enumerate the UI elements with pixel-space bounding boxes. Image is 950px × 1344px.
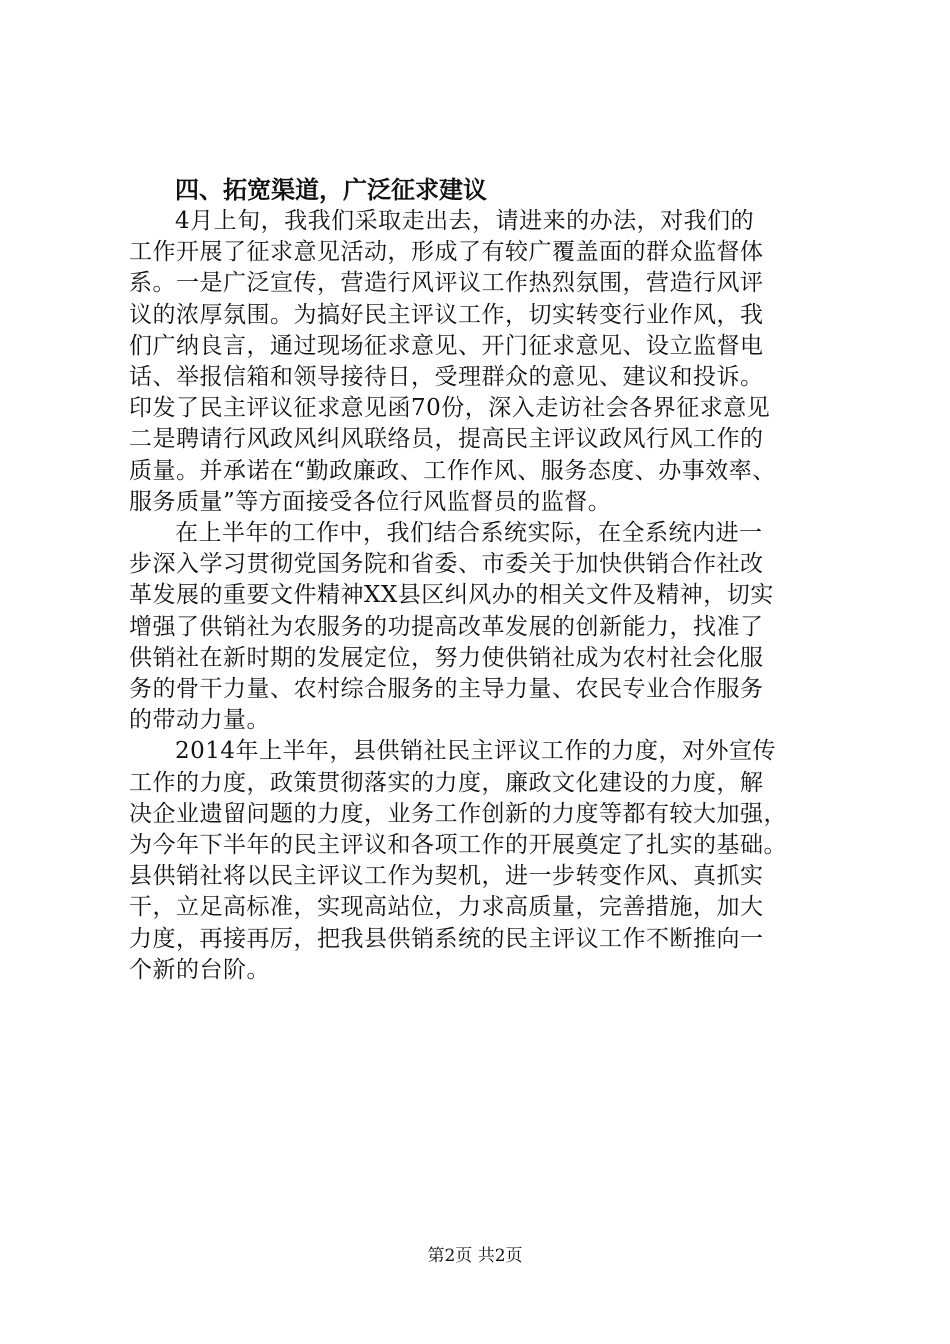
paragraph-line: 二是聘请行风政风纠风联络员，提高民主评议政风行风工作的 (129, 426, 764, 453)
paragraph-line: 质量。并承诺在“勤政廉政、工作作风、服务态度、办事效率、 (129, 457, 776, 484)
paragraph-line: 话、举报信箱和领导接待日，受理群众的意见、建议和投诉。 (129, 364, 764, 391)
paragraph-line: 力度，再接再厉，把我县供销系统的民主评议工作不断推向一 (129, 925, 764, 952)
paragraph-line: 服务质量”等方面接受各位行风监督员的监督。 (129, 488, 612, 515)
paragraph-line: 为今年下半年的民主评议和各项工作的开展奠定了扎实的基础。 (129, 832, 787, 859)
section-heading: 四、拓宽渠道，广泛征求建议 (175, 176, 487, 204)
paragraph-line: 务的骨干力量、农村综合服务的主导力量、农民专业合作服务 (129, 676, 764, 703)
paragraph-line: 们广纳良言，通过现场征求意见、开门征求意见、设立监督电 (129, 332, 764, 359)
paragraph-line: 供销社在新时期的发展定位，努力使供销社成为农村社会化服 (129, 644, 764, 671)
paragraph-line: 印发了民主评议征求意见函70份，深入走访社会各界征求意见 (129, 395, 771, 422)
paragraph-line: 系。一是广泛宣传，营造行风评议工作热烈氛围，营造行风评 (129, 270, 764, 297)
paragraph-line: 步深入学习贯彻党国务院和省委、市委关于加快供销合作社改 (129, 551, 764, 578)
paragraph-line: 工作开展了征求意见活动，形成了有较广覆盖面的群众监督体 (129, 239, 764, 266)
paragraph-line: 决企业遗留问题的力度，业务工作创新的力度等都有较大加强， (129, 800, 787, 827)
paragraph-3 (129, 736, 829, 986)
paragraph-2 (129, 518, 829, 736)
document-body (129, 174, 829, 986)
paragraph-line: 革发展的重要文件精神XX县区纠风办的相关文件及精神，切实 (129, 582, 774, 609)
paragraph-line: 2014年上半年，县供销社民主评议工作的力度，对外宣传 (175, 738, 777, 765)
paragraph-line: 工作的力度，政策贯彻落实的力度，廉政文化建设的力度，解 (129, 769, 764, 796)
paragraph-line: 议的浓厚氛围。为搞好民主评议工作，切实转变行业作风，我 (129, 301, 764, 328)
paragraph-line: 4月上旬，我我们采取走出去，请进来的办法，对我们的 (175, 208, 755, 234)
paragraph-line: 个新的台阶。 (129, 956, 270, 983)
paragraph-line: 干，立足高标准，实现高站位，力求高质量，完善措施，加大 (129, 894, 764, 921)
page-number-footer: 第2页 共2页 (427, 1246, 523, 1266)
paragraph-1 (129, 206, 829, 518)
paragraph-line: 增强了供销社为农服务的功提高改革发展的创新能力，找准了 (129, 613, 764, 640)
paragraph-line: 在上半年的工作中，我们结合系统实际，在全系统内进一 (175, 520, 763, 547)
paragraph-line: 县供销社将以民主评议工作为契机，进一步转变作风、真抓实 (129, 863, 764, 890)
paragraph-line: 的带动力量。 (129, 707, 270, 734)
